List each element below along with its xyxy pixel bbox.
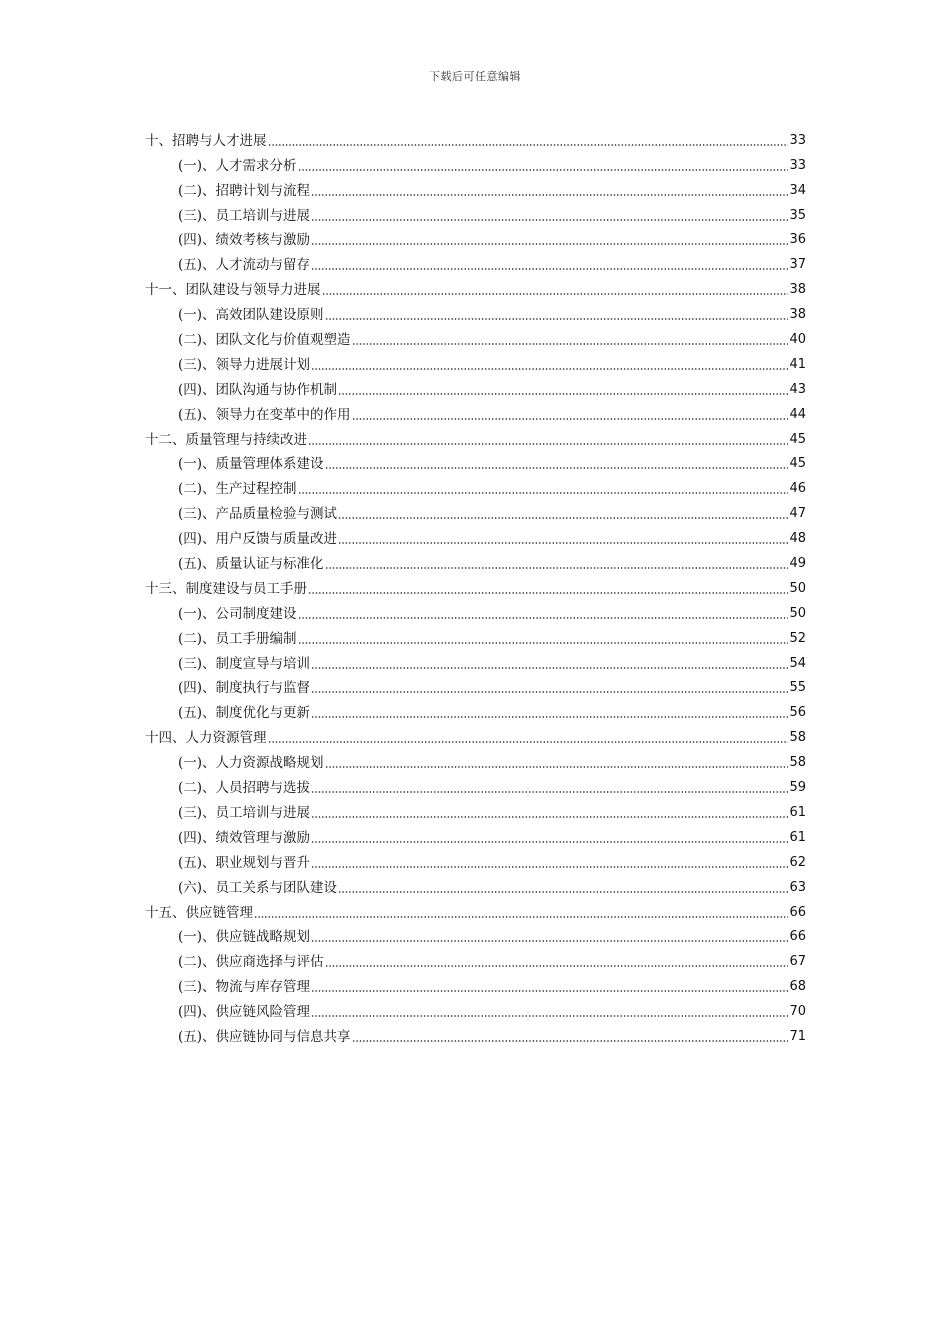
page-header-note: 下载后可任意编辑 (429, 70, 521, 83)
toc-section-entry[interactable] (145, 225, 806, 250)
toc-page-number: 33 (789, 132, 806, 148)
toc-page-number: 68 (789, 979, 806, 995)
toc-section-entry[interactable] (145, 772, 806, 797)
toc-entry-title: (五)、人才流动与留存 (178, 257, 311, 274)
toc-dot-leader (325, 318, 789, 320)
toc-page-number: 46 (789, 481, 806, 497)
toc-entry-title: (五)、职业规划与晋升 (178, 854, 311, 871)
toc-section-entry[interactable] (145, 200, 806, 225)
toc-page-number: 58 (789, 730, 806, 746)
toc-section-entry[interactable] (145, 623, 806, 648)
toc-dot-leader (338, 517, 788, 519)
toc-section-entry[interactable] (145, 598, 806, 623)
toc-page-number: 61 (789, 829, 806, 845)
toc-page-number: 34 (789, 182, 806, 198)
toc-section-entry[interactable] (145, 299, 806, 324)
toc-entry-title: (一)、供应链战略规划 (178, 929, 311, 946)
toc-section-entry[interactable] (145, 150, 806, 175)
toc-dot-leader (311, 940, 788, 942)
toc-dot-leader (325, 766, 789, 768)
toc-page-number: 56 (789, 705, 806, 721)
toc-page-number: 35 (789, 207, 806, 223)
toc-page-number: 62 (789, 854, 806, 870)
toc-page-number: 58 (789, 755, 806, 771)
toc-page-number: 67 (789, 954, 806, 970)
toc-dot-leader (311, 990, 788, 992)
table-of-contents (145, 125, 806, 1046)
toc-entry-title: (四)、供应链风险管理 (178, 1004, 311, 1021)
toc-dot-leader (311, 368, 788, 370)
toc-page-number: 50 (789, 605, 806, 621)
toc-entry-title: (二)、团队文化与价值观塑造 (178, 332, 351, 349)
toc-entry-title: (一)、人力资源战略规划 (178, 755, 324, 772)
toc-entry-title: (二)、人员招聘与选拔 (178, 780, 311, 797)
toc-entry-title: (二)、供应商选择与评估 (178, 954, 324, 971)
toc-section-entry[interactable] (145, 946, 806, 971)
toc-entry-title: (四)、团队沟通与协作机制 (178, 381, 338, 398)
toc-section-entry[interactable] (145, 648, 806, 673)
toc-dot-leader (298, 169, 789, 171)
toc-page-number: 38 (789, 282, 806, 298)
toc-page-number: 55 (789, 680, 806, 696)
toc-section-entry[interactable] (145, 548, 806, 573)
toc-page-number: 37 (789, 257, 806, 273)
toc-dot-leader (322, 293, 789, 295)
toc-entry-title: (五)、领导力在变革中的作用 (178, 406, 351, 423)
toc-dot-leader (311, 716, 788, 718)
toc-section-entry[interactable] (145, 249, 806, 274)
toc-chapter-entry[interactable] (145, 125, 806, 150)
toc-page-number: 66 (789, 904, 806, 920)
toc-dot-leader (325, 567, 789, 569)
toc-dot-leader (298, 642, 789, 644)
toc-entry-title: (五)、制度优化与更新 (178, 705, 311, 722)
toc-page-number: 43 (789, 381, 806, 397)
toc-page-number: 44 (789, 406, 806, 422)
toc-chapter-entry[interactable] (145, 274, 806, 299)
toc-section-entry[interactable] (145, 324, 806, 349)
toc-dot-leader (338, 393, 788, 395)
toc-entry-title: 十三、制度建设与员工手册 (145, 580, 307, 597)
toc-page-number: 49 (789, 556, 806, 572)
toc-entry-title: (三)、制度宣导与培训 (178, 655, 311, 672)
toc-dot-leader (325, 467, 789, 469)
toc-entry-title: (一)、质量管理体系建设 (178, 456, 324, 473)
toc-dot-leader (311, 841, 788, 843)
toc-dot-leader (268, 741, 789, 743)
toc-section-entry[interactable] (145, 498, 806, 523)
toc-entry-title: (六)、员工关系与团队建设 (178, 879, 338, 896)
toc-section-entry[interactable] (145, 449, 806, 474)
toc-entry-title: (四)、绩效管理与激励 (178, 829, 311, 846)
toc-page-number: 70 (789, 1004, 806, 1020)
toc-page-number: 59 (789, 780, 806, 796)
toc-dot-leader (308, 443, 788, 445)
toc-entry-title: 十四、人力资源管理 (145, 730, 267, 747)
toc-entry-title: (二)、招聘计划与流程 (178, 182, 311, 199)
toc-dot-leader (338, 542, 788, 544)
toc-entry-title: (四)、绩效考核与激励 (178, 232, 311, 249)
toc-section-entry[interactable] (145, 971, 806, 996)
toc-entry-title: (三)、员工培训与进展 (178, 207, 311, 224)
toc-section-entry[interactable] (145, 673, 806, 698)
toc-page-number: 71 (789, 1028, 806, 1044)
toc-dot-leader (352, 1040, 789, 1042)
toc-dot-leader (311, 691, 788, 693)
toc-page-number: 66 (789, 929, 806, 945)
toc-dot-leader (311, 194, 788, 196)
toc-entry-title: (一)、人才需求分析 (178, 157, 297, 174)
toc-dot-leader (311, 268, 788, 270)
toc-dot-leader (254, 916, 788, 918)
toc-dot-leader (311, 1015, 788, 1017)
toc-entry-title: (二)、生产过程控制 (178, 481, 297, 498)
toc-dot-leader (311, 816, 788, 818)
toc-dot-leader (352, 418, 789, 420)
toc-section-entry[interactable] (145, 374, 806, 399)
toc-entry-title: (五)、供应链协同与信息共享 (178, 1028, 351, 1045)
toc-dot-leader (311, 866, 788, 868)
toc-section-entry[interactable] (145, 399, 806, 424)
toc-dot-leader (298, 617, 789, 619)
toc-section-entry[interactable] (145, 473, 806, 498)
toc-page-number: 40 (789, 332, 806, 348)
toc-page-number: 47 (789, 506, 806, 522)
toc-entry-title: (五)、质量认证与标准化 (178, 556, 324, 573)
toc-dot-leader (352, 343, 789, 345)
toc-entry-title: 十二、质量管理与持续改进 (145, 431, 307, 448)
toc-dot-leader (311, 667, 788, 669)
toc-dot-leader (325, 965, 789, 967)
toc-section-entry[interactable] (145, 822, 806, 847)
toc-dot-leader (338, 891, 788, 893)
toc-chapter-entry[interactable] (145, 722, 806, 747)
toc-entry-title: (四)、制度执行与监督 (178, 680, 311, 697)
toc-entry-title: (三)、员工培训与进展 (178, 804, 311, 821)
toc-entry-title: 十一、团队建设与领导力进展 (145, 282, 321, 299)
toc-entry-title: (二)、员工手册编制 (178, 630, 297, 647)
toc-page-number: 63 (789, 879, 806, 895)
toc-chapter-entry[interactable] (145, 573, 806, 598)
toc-page-number: 45 (789, 456, 806, 472)
toc-dot-leader (311, 219, 788, 221)
toc-page-number: 36 (789, 232, 806, 248)
toc-page-number: 50 (789, 580, 806, 596)
toc-entry-title: (一)、公司制度建设 (178, 605, 297, 622)
toc-entry-title: (三)、物流与库存管理 (178, 979, 311, 996)
toc-section-entry[interactable] (145, 922, 806, 947)
toc-section-entry[interactable] (145, 872, 806, 897)
toc-section-entry[interactable] (145, 697, 806, 722)
toc-dot-leader (311, 791, 788, 793)
toc-page-number: 38 (789, 307, 806, 323)
toc-entry-title: (一)、高效团队建设原则 (178, 307, 324, 324)
toc-dot-leader (311, 243, 788, 245)
toc-page-number: 41 (789, 356, 806, 372)
toc-entry-title: 十五、供应链管理 (145, 904, 253, 921)
toc-section-entry[interactable] (145, 847, 806, 872)
toc-section-entry[interactable] (145, 1021, 806, 1046)
toc-chapter-entry[interactable] (145, 897, 806, 922)
toc-section-entry[interactable] (145, 349, 806, 374)
toc-chapter-entry[interactable] (145, 424, 806, 449)
toc-entry-title: (三)、领导力进展计划 (178, 356, 311, 373)
toc-page-number: 61 (789, 804, 806, 820)
toc-page-number: 54 (789, 655, 806, 671)
toc-page-number: 48 (789, 531, 806, 547)
toc-entry-title: (四)、用户反馈与质量改进 (178, 531, 338, 548)
toc-dot-leader (268, 144, 789, 146)
toc-entry-title: 十、招聘与人才进展 (145, 132, 267, 149)
toc-page-number: 52 (789, 630, 806, 646)
toc-section-entry[interactable] (145, 175, 806, 200)
toc-page-number: 33 (789, 157, 806, 173)
toc-page-number: 45 (789, 431, 806, 447)
toc-section-entry[interactable] (145, 996, 806, 1021)
toc-section-entry[interactable] (145, 747, 806, 772)
toc-entry-title: (三)、产品质量检验与测试 (178, 506, 338, 523)
toc-section-entry[interactable] (145, 523, 806, 548)
toc-dot-leader (308, 592, 788, 594)
toc-section-entry[interactable] (145, 797, 806, 822)
toc-dot-leader (298, 492, 789, 494)
